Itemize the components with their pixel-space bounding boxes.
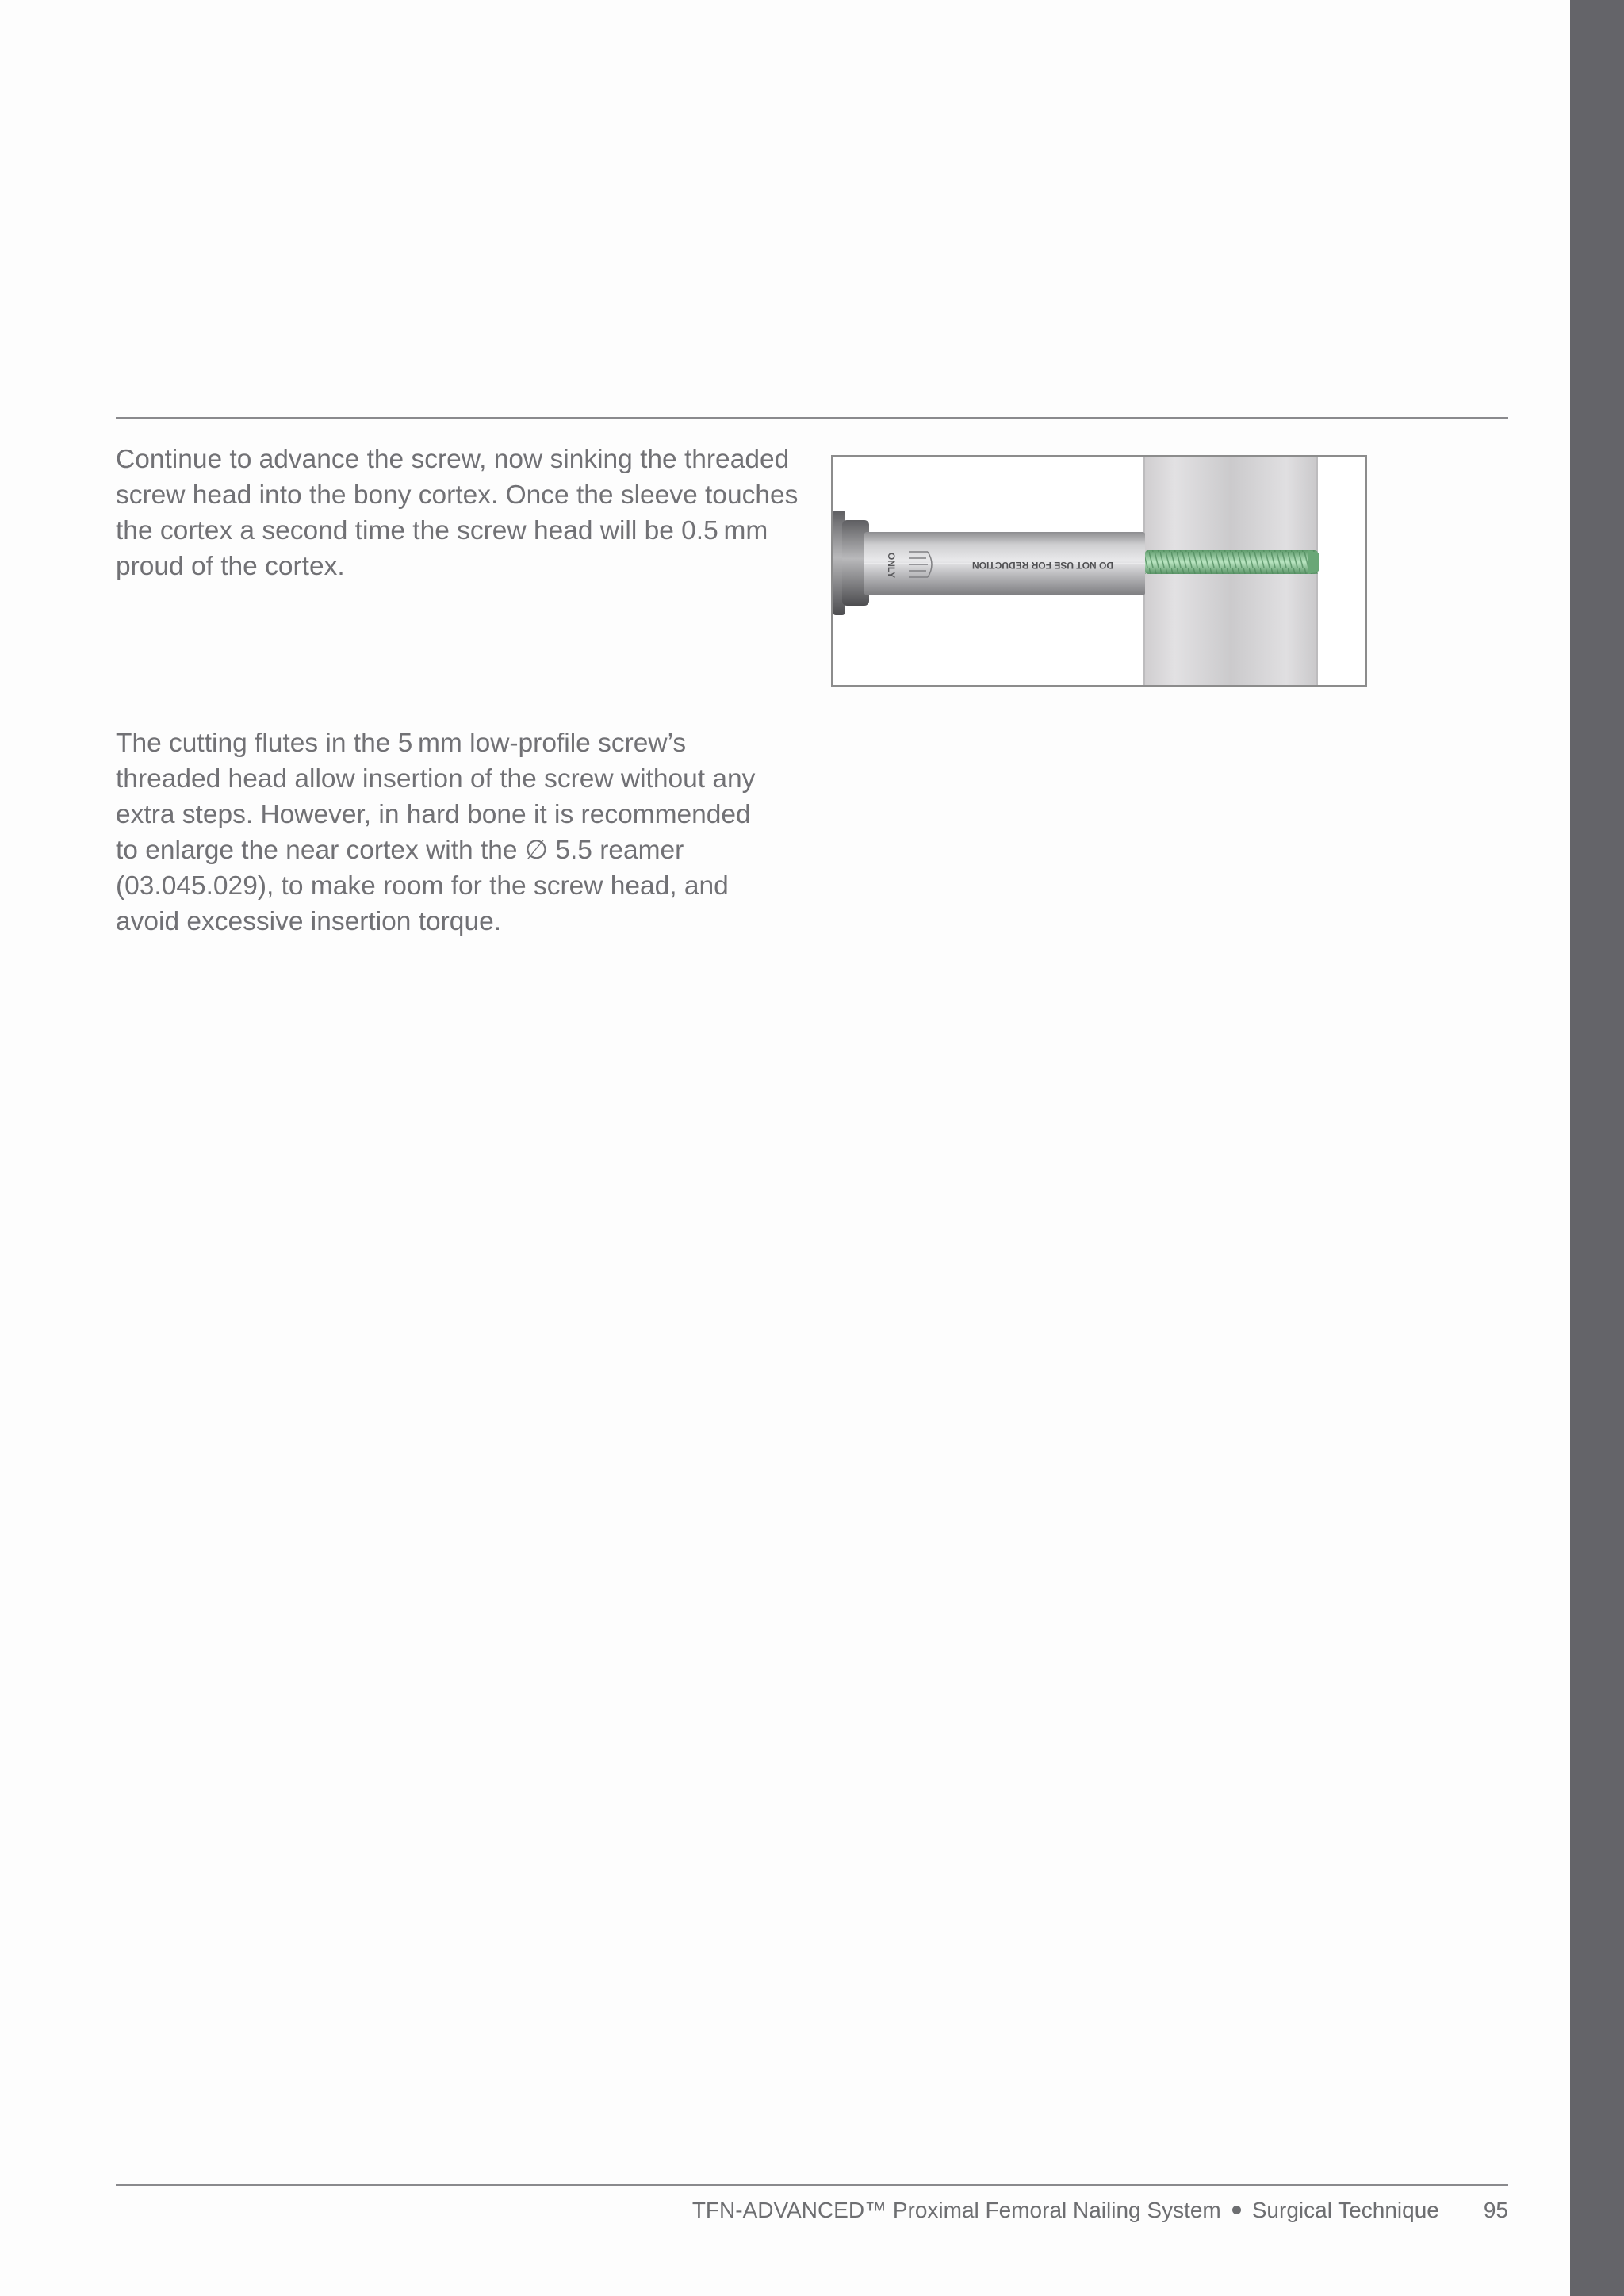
- instruction-paragraph-1: Continue to advance the screw, now sinking the threaded screw head into the bony cortex. Once the sleeve touches the cortex a second time the screw head will be 0.5 mm proud of the cortex.: [116, 445, 799, 581]
- side-tab-band: [1570, 0, 1624, 2296]
- sleeve-warning-text: DO NOT USE FOR REDUCTION: [971, 560, 1114, 571]
- screw-insertion-figure: [831, 455, 1367, 687]
- footer-divider: [116, 2184, 1508, 2186]
- footer-section-title: Surgical Technique: [1251, 2198, 1439, 2222]
- sleeve-label-only: ONLY: [886, 552, 897, 579]
- footer-document-title: TFN-ADVANCED™ Proximal Femoral Nailing System: [691, 2198, 1221, 2222]
- instruction-paragraph-2: The cutting flutes in the 5 mm low-profile screw’s threaded head allow insertion of the screw without any extra steps. However, in hard bone it is recommended to enlarge the near cortex with the ∅ 5.5 reamer (03.045.029), to make room for the screw head, and avoid excessive insertion torque.: [116, 729, 756, 936]
- bullet-icon: [1232, 2206, 1241, 2214]
- page-number: 95: [1483, 2198, 1508, 2222]
- section-divider-top: [116, 417, 1508, 419]
- page-footer: [692, 2195, 1508, 2226]
